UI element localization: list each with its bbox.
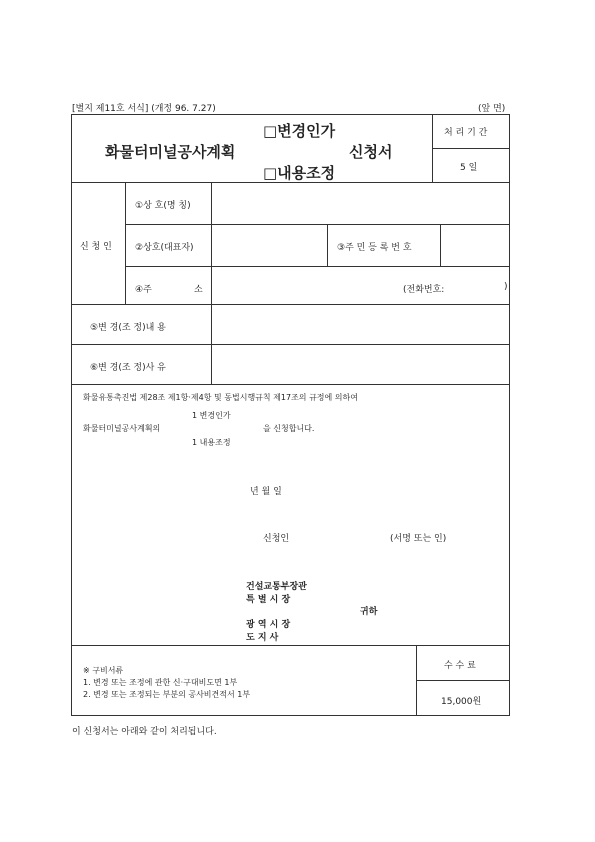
recipient-honorific: 귀하: [360, 607, 378, 617]
applicant-group-label: 신 청 인: [80, 242, 112, 252]
business-name-label: ①상 호(명 칭): [135, 201, 191, 211]
page-side-label: (앞 면): [478, 104, 506, 114]
form-title: 화물터미널공사계획: [105, 143, 236, 161]
phone-label: (전화번호:: [403, 285, 445, 295]
fee-value: 15,000원: [441, 697, 482, 707]
processing-period-label: 처 리 기 간: [444, 128, 488, 138]
resident-number-label: ③주 민 등 록 번 호: [337, 243, 412, 253]
date-line: 년 월 일: [250, 487, 282, 497]
applicant-sign-label: 신청인: [263, 534, 290, 544]
address-label-2: 소: [194, 285, 203, 295]
sign-note: (서명 또는 인): [390, 534, 447, 544]
footer-note: 이 신청서는 아래와 같이 처리됩니다.: [72, 727, 217, 737]
plan-label: 화물터미널공사계획의: [83, 424, 161, 433]
address-label: ④주: [135, 285, 152, 295]
change-content-label: ⑤변 경(조 정)내 용: [90, 323, 166, 333]
option-change-approval: □변경인가: [263, 122, 336, 140]
document-item-2: 2. 변경 또는 조정되는 부분의 공사비견적서 1부: [83, 690, 251, 699]
request-option-1: 1 변경인가: [192, 411, 231, 420]
request-option-2: 1 내용조정: [192, 438, 231, 447]
recipient-special-city-mayor: 특 별 시 장: [246, 595, 291, 605]
processing-period-value: 5 일: [460, 163, 478, 173]
form-reference: [별지 제11호 서식] (개정 96. 7.27): [72, 104, 216, 114]
fee-label: 수 수 료: [444, 661, 476, 671]
recipient-governor: 도 지 사: [246, 633, 279, 643]
form-title-suffix: 신청서: [349, 143, 393, 161]
recipient-metro-city-mayor: 광 역 시 장: [246, 620, 291, 630]
legal-basis: 화물유통촉진법 제28조 제1항·제4항 및 동법시행규칙 제17조의 규정에 의하여: [83, 393, 358, 402]
phone-close: ): [504, 282, 508, 292]
document-item-1: 1. 변경 또는 조정에 관한 신·구대비도면 1부: [83, 678, 238, 687]
representative-label: ②상호(대표자): [135, 243, 194, 253]
change-reason-label: ⑥변 경(조 정)사 유: [90, 363, 166, 373]
documents-header: ※ 구비서류: [83, 666, 124, 675]
option-content-adjust: □내용조정: [263, 164, 336, 182]
recipient-minister: 건설교통부장관: [246, 582, 307, 592]
request-text: 을 신청합니다.: [263, 424, 315, 433]
